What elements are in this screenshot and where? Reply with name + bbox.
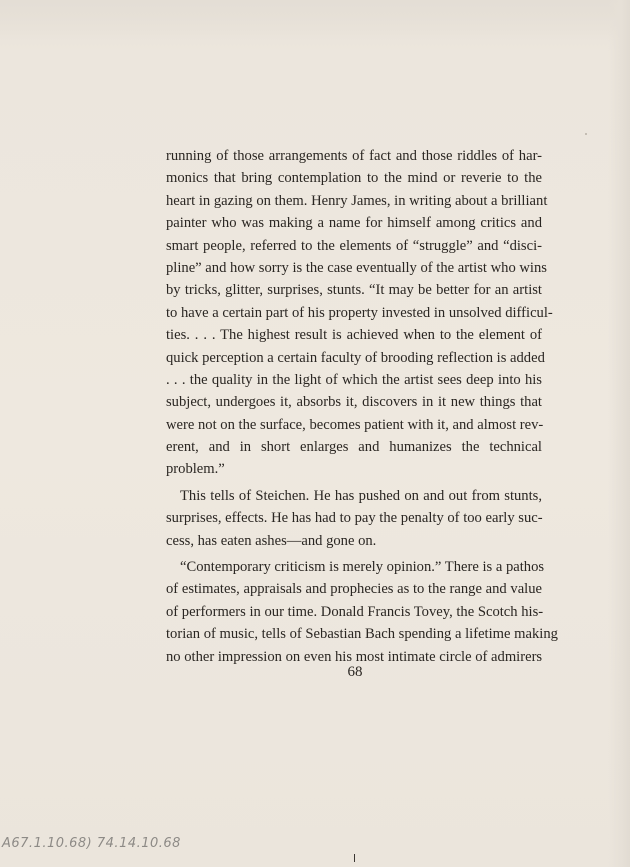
text-line: painter who was making a name for himself among critics and (166, 215, 542, 232)
text-line: subject, undergoes it, absorbs it, discovers in it new things that (166, 394, 542, 411)
text-line: smart people, referred to the elements of “struggle” and “disci- (166, 237, 542, 254)
handwritten-catalog-note: A67.1.10.68) 74.14.10.68 (2, 836, 181, 851)
page-top-shadow (0, 0, 630, 40)
page-number: 68 (347, 664, 363, 680)
text-line: were not on the surface, becomes patient with it, and almost rev- (166, 416, 544, 433)
text-line: erent, and in short enlarges and humanizes the technical (166, 439, 542, 456)
text-line: cess, has eaten ashes—and gone on. (166, 532, 377, 549)
text-line: quick perception a certain faculty of brooding reflection is added (166, 349, 545, 366)
text-line: by tricks, glitter, surprises, stunts. “It may be better for an artist (166, 282, 542, 299)
text-line: of estimates, appraisals and prophecies as to the range and value (166, 581, 542, 598)
text-line: running of those arrangements of fact and those riddles of har- (166, 148, 542, 164)
body-text (166, 145, 558, 668)
text-line: no other impression on even his most intimate circle of admirers (166, 648, 543, 665)
text-line: This tells of Steichen. He has pushed on and out from stunts, (180, 487, 542, 504)
text-line: monics that bring contemplation to the mind or reverie to the (166, 170, 542, 187)
page-right-edge (608, 0, 630, 867)
text-line: problem.” (166, 461, 225, 478)
text-line: surprises, effects. He has had to pay the penalty of too early suc- (166, 510, 543, 527)
binding-mark (354, 854, 355, 862)
text-line: “Contemporary criticism is merely opinion.” There is a pathos (180, 559, 545, 576)
text-line: of performers in our time. Donald Francis Tovey, the Scotch his- (166, 603, 544, 620)
text-line: ties. . . . The highest result is achieved when to the element of (166, 327, 542, 344)
paper-speck (585, 133, 587, 135)
text-line: torian of music, tells of Sebastian Bach spending a lifetime making (166, 626, 558, 643)
text-line: to have a certain part of his property invested in unsolved difficul- (166, 304, 553, 321)
text-line: . . . the quality in the light of which the artist sees deep into his (166, 371, 542, 388)
text-line: pline” and how sorry is the case eventually of the artist who wins (166, 259, 547, 276)
text-line: heart in gazing on them. Henry James, in writing about a brilliant (166, 192, 548, 209)
